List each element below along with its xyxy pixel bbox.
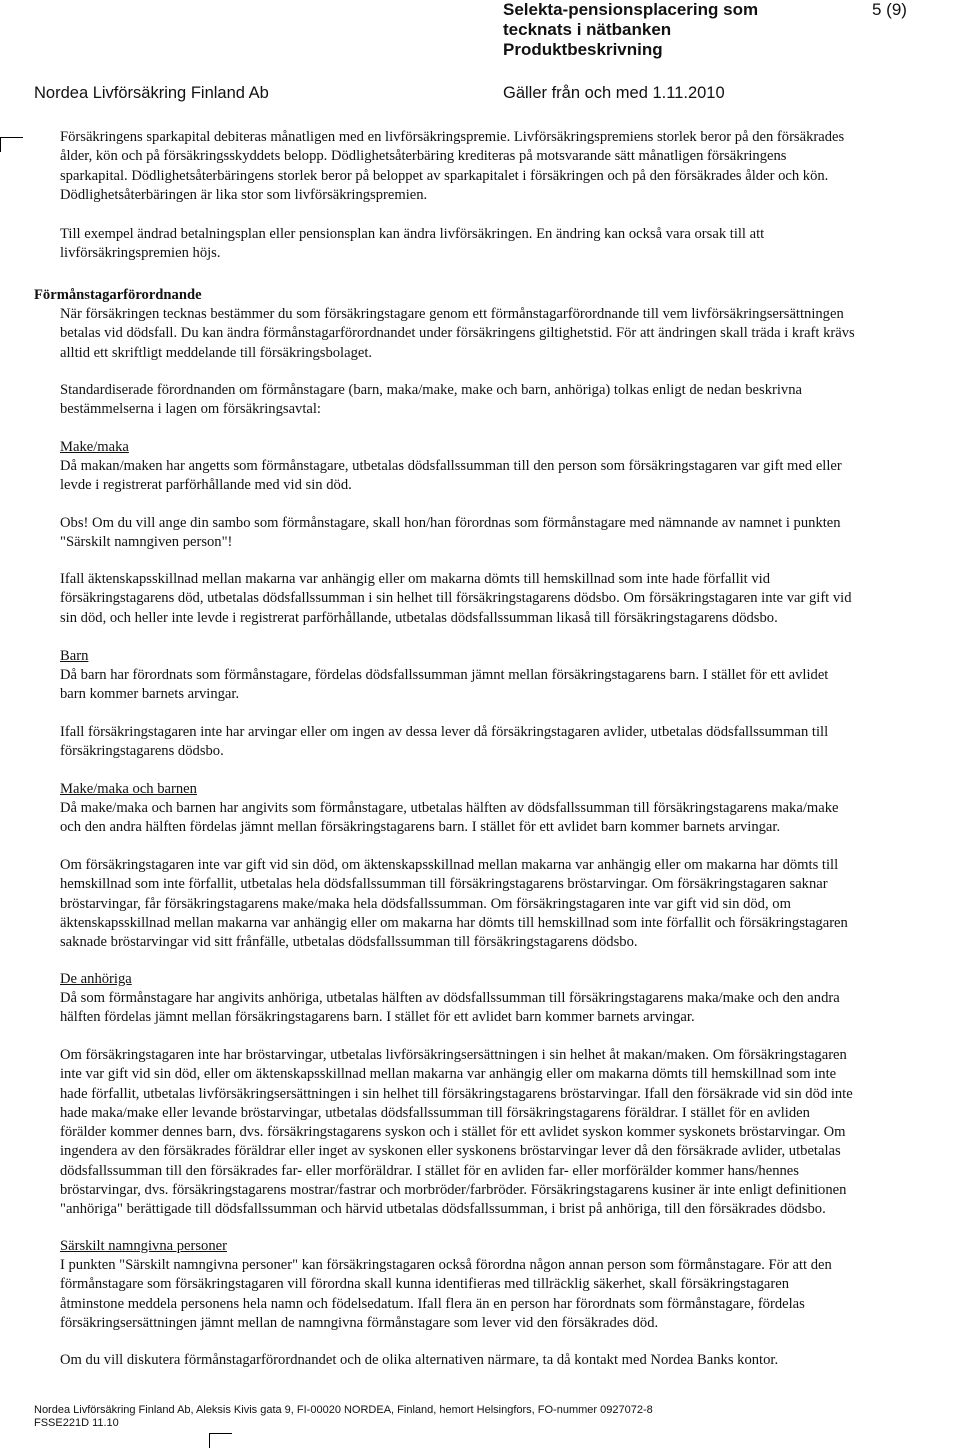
relatives-heading: De anhöriga [60, 971, 132, 987]
spouse-paragraph-2: Obs! Om du vill ange din sambo som förmånstagare, skall hon/han förordnas som förmånstagare med nämnande av namnet i punkten "Särskilt namngiven person"! [60, 515, 841, 551]
title-line-1: Selekta-pensionsplacering som [503, 0, 759, 19]
beneficiary-paragraph-1: När försäkringen tecknas bestämmer du som försäkringstagare genom ett förmånstagarförordnande till vem livförsäkringsersättningen betalas vid dödsfall. Du kan ändra förmånstagarförordnandet under försäkringens giltighetstid. För att ändringen skall träda i kraft krävs alltid ett skriftligt meddelande till försäkringsbolaget. [60, 306, 855, 361]
spouse-children-paragraph-1: Då make/maka och barnen har angivits som förmånstagare, utbetalas hälften av dödsfallssumman till försäkringstagarens maka/make och den andra hälften fördelas jämnt mellan försäkringstagarens barn. I stället för ett avlidet barn kommer barnets arvingar. [60, 800, 839, 836]
named-persons-paragraph-1: I punkten "Särskilt namngivna personer" kan försäkringstagaren också förordna någon annan person som förmånstagare. För att den förmånstagare som försäkringstagaren vill förordna skall kunna identifieras med tillräcklig säkerhet, skall försäkringstagaren åtminstone meddela personens hela namn och födelsedatum. Ifall flera än en person har förordnats som förmånstagare, fördelas försäkringsersättningen jämnt mellan de namngivna förmånstagare som lever vid den försäkrades död. [60, 1257, 832, 1331]
document-title [503, 0, 758, 60]
children-paragraph-2: Ifall försäkringstagaren inte har arvingar eller om ingen av dessa lever då försäkringstagaren avlider, utbetalas dödsfallssumman till försäkringstagarens dödsbo. [60, 724, 829, 760]
corner-mark-top [0, 137, 23, 152]
spouse-heading: Make/maka [60, 439, 129, 455]
page-number: 5 (9) [872, 0, 907, 19]
intro-paragraph: Försäkringens sparkapital debiteras månatligen med en livförsäkringspremie. Livförsäkringspremiens storlek beror på den försäkrades ålder, kön och på försäkringsskyddets belopp. Dödlighetsåterbäring krediteras på motsvarande sätt månatligen försäkringens sparkapital. Dödlighetsåterbäringens storlek beror på beloppet av sparkapitalet i försäkringen och på den försäkrades ålder och kön. Dödlighetsåterbäringen är lika stor som livförsäkringspremien. [60, 129, 845, 203]
spouse-paragraph-1: Då makan/maken har angetts som förmånstagare, utbetalas dödsfallssumman till den person som försäkringstagaren var gift med eller levde i registrerat parförhållande med vid sin död. [60, 458, 842, 494]
spouse-children-paragraph-2: Om försäkringstagaren inte var gift vid sin död, om äktenskapsskillnad mellan makarna var anhängig eller om makarna har dömts till hemskillnad som inte förfallit, utbetalas hela dödsfallssumman till försäkringstagarens bröstarvingar. Om försäkringstagaren saknar bröstarvingar, får försäkringstagarens make/maka hela dödsfallssumman. Om försäkringstagaren inte var gift vid sin död, om äktenskapsskillnad mellan makarna var anhängig eller om makarna har dömts till hemskillnad som inte förfallit och försäkringstagaren saknade bröstarvingar vid sitt frånfälle, utbetalas dödsfallssumman till försäkringstagarens dödsbo. [60, 857, 848, 951]
children-paragraph-1: Då barn har förordnats som förmånstagare, fördelas dödsfallssumman jämnt mellan försäkringstagarens barn. I stället för ett avlidet barn kommer barnets arvingar. [60, 667, 829, 703]
company-name: Nordea Livförsäkring Finland Ab [34, 84, 269, 102]
children-heading: Barn [60, 648, 89, 664]
valid-from-date: Gäller från och med 1.11.2010 [503, 84, 725, 102]
footer-form-code: FSSE221D 11.10 [34, 1417, 119, 1429]
named-persons-heading: Särskilt namngivna personer [60, 1238, 227, 1254]
footer [34, 1404, 653, 1430]
spouse-children-heading: Make/maka och barnen [60, 781, 197, 797]
spouse-paragraph-3: Ifall äktenskapsskillnad mellan makarna var anhängig eller om makarna dömts till hemskillnad som inte hade förfallit vid försäkringstagarens död, utbetalas dödsfallssumman i sin helhet till försäkringstagarens dödsbo. Om försäkringstagaren inte var gift vid sin död, och heller inte levde i registrerat parförhållande, utbetalas dödsfallssumman likaså till försäkringstagarens dödsbo. [60, 571, 852, 626]
relatives-paragraph-1: Då som förmånstagare har angivits anhöriga, utbetalas hälften av dödsfallssumman till försäkringstagarens maka/make och den andra hälften fördelas jämnt mellan försäkringstagarens barn. I stället för ett avlidet barn kommer barnets arvingar. [60, 990, 840, 1026]
contact-paragraph: Om du vill diskutera förmånstagarförordnandet och de olika alternativen närmare, ta då kontakt med Nordea Banks kontor. [60, 1352, 779, 1368]
example-paragraph: Till exempel ändrad betalningsplan eller pensionsplan kan ändra livförsäkringen. En ändring kan också vara orsak till att livförsäkringspremien höjs. [60, 226, 765, 262]
title-line-3: Produktbeskrivning [503, 40, 663, 59]
beneficiary-heading: Förmånstagarförordnande [34, 287, 202, 303]
corner-mark-bottom [209, 1433, 232, 1448]
title-line-2: tecknats i nätbanken [503, 20, 672, 39]
relatives-paragraph-2: Om försäkringstagaren inte har bröstarvingar, utbetalas livförsäkringsersättningen i sin helhet åt makan/maken. Om försäkringstagaren inte var gift vid sin död, eller om äktenskapsskillnad mellan makarna var anhängig eller om makarna dömts till hemskillnad som inte hade förfallit, utbetalas livförsäkringsersättningen i sin helhet till försäkringstagarens bröstarvingar. Ifall den försäkrade vid sin död inte hade maka/make eller levande bröstarvingar, utbetalas dödsfallssumman till försäkringstagarens föräldrar. I stället för en avliden förälder kommer dennes barn, dvs. försäkringstagarens syskon och i stället för ett avlidet syskon kommer syskonets bröstarvingar. Om ingendera av den försäkrades föräldrar eller inget av syskonen eller syskonens bröstarvingar lever då den försäkrade avlider, utbetalas dödsfallssumman till den försäkrades far- eller morföräldrar. I stället för en avliden far- eller morförälder kommer hans/hennes bröstarvingar, dvs. försäkringstagarens mostrar/fastrar och morbröder/farbröder. Försäkringstagarens kusiner är inte enligt definitionen "anhöriga" berättigade till dödsfallssumman och härvid utbetalas dödsfallssumman, i brist på anhöriga, till den försäkrades dödsbo. [60, 1047, 853, 1218]
beneficiary-paragraph-2: Standardiserade förordnanden om förmånstagare (barn, maka/make, make och barn, anhöriga) tolkas enligt de nedan beskrivna bestämmelserna i lagen om försäkringsavtal: [60, 382, 802, 418]
footer-address: Nordea Livförsäkring Finland Ab, Aleksis Kivis gata 9, FI-00020 NORDEA, Finland, hemort Helsingfors, FO-nummer 0927072-8 [34, 1404, 653, 1416]
